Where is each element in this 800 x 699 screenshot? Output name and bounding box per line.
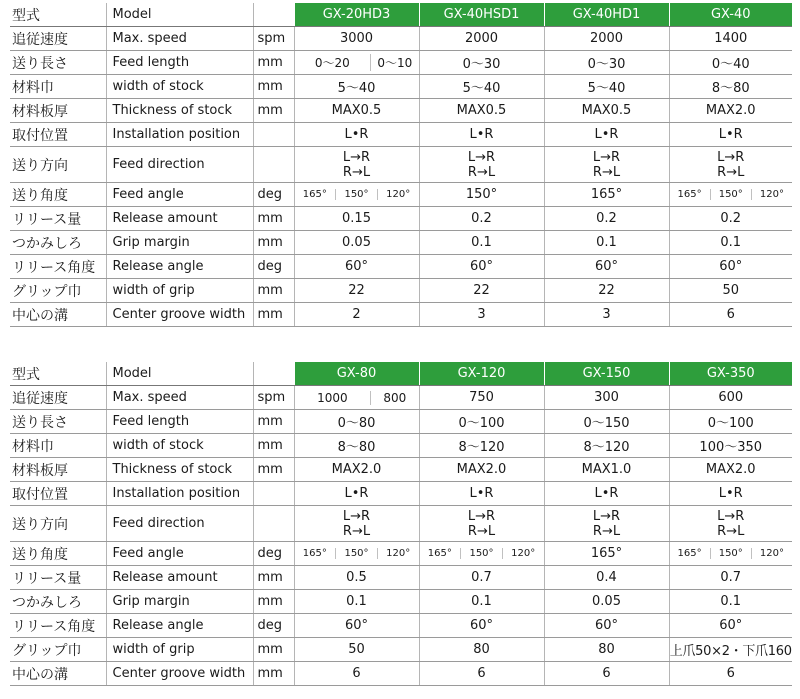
cell-value: L•R bbox=[544, 482, 669, 506]
row-label-en: Grip margin bbox=[106, 590, 253, 614]
cell-value: 6 bbox=[669, 662, 792, 686]
cell-value: L•R bbox=[544, 123, 669, 147]
row-unit: mm bbox=[253, 51, 294, 75]
cell-value: 22 bbox=[544, 279, 669, 303]
cell-value: 0.05 bbox=[544, 590, 669, 614]
cell-value: 6 bbox=[544, 662, 669, 686]
cell-value: 60° bbox=[544, 255, 669, 279]
cell-value: 150° bbox=[335, 189, 377, 200]
row-label-jp: つかみしろ bbox=[10, 590, 106, 614]
cell-value: 80 bbox=[419, 638, 544, 662]
row-label-jp: グリップ巾 bbox=[10, 638, 106, 662]
direction-lr: L→R bbox=[467, 508, 496, 524]
row-unit: mm bbox=[253, 75, 294, 99]
direction-rl: R→L bbox=[342, 164, 371, 180]
spec-table-2 bbox=[10, 362, 792, 686]
cell-value: 0.1 bbox=[419, 590, 544, 614]
model-header: GX-120 bbox=[419, 362, 544, 386]
groove-row bbox=[10, 303, 792, 327]
cell-value: 0.05 bbox=[294, 231, 419, 255]
row-unit: deg bbox=[253, 183, 294, 207]
direction-rl: R→L bbox=[592, 164, 621, 180]
row-unit: mm bbox=[253, 662, 294, 686]
split-cell bbox=[669, 183, 792, 207]
cell-value: 0.1 bbox=[294, 590, 419, 614]
cell-value: 0.1 bbox=[419, 231, 544, 255]
cell-value: 8〜80 bbox=[669, 75, 792, 99]
row-label-jp: 中心の溝 bbox=[10, 303, 106, 327]
row-label-en: Installation position bbox=[106, 123, 253, 147]
cell-value: 22 bbox=[419, 279, 544, 303]
cell-value: 2000 bbox=[419, 27, 544, 51]
split-cell bbox=[294, 386, 419, 410]
direction-lr: L→R bbox=[342, 508, 371, 524]
row-label-jp: 追従速度 bbox=[10, 386, 106, 410]
cell-value: 0〜40 bbox=[669, 51, 792, 75]
cell-value: 165° bbox=[677, 548, 702, 559]
row-label-en: Feed angle bbox=[106, 183, 253, 207]
cell-value: 3000 bbox=[294, 27, 419, 51]
row-label-en: Feed length bbox=[106, 51, 253, 75]
cell-value: 8〜120 bbox=[419, 434, 544, 458]
row-label-en: Max. speed bbox=[106, 386, 253, 410]
row-label-en: Center groove width bbox=[106, 662, 253, 686]
cell-value: L•R bbox=[669, 482, 792, 506]
row-label-en: Feed angle bbox=[106, 542, 253, 566]
cell-value: 800 bbox=[370, 391, 418, 405]
row-label-jp: リリース量 bbox=[10, 207, 106, 231]
split-cell bbox=[294, 51, 419, 75]
cell-value: 6 bbox=[294, 662, 419, 686]
split-cell bbox=[419, 542, 544, 566]
row-unit: deg bbox=[253, 614, 294, 638]
cell-value: 100〜350 bbox=[669, 434, 792, 458]
row-unit: mm bbox=[253, 303, 294, 327]
direction-row bbox=[10, 147, 792, 183]
cell-value: 5〜40 bbox=[419, 75, 544, 99]
cell-value: 0.1 bbox=[669, 231, 792, 255]
cell-value bbox=[669, 506, 792, 542]
row-label-jp: 送り方向 bbox=[10, 506, 106, 542]
cell-value: 150° bbox=[419, 183, 544, 207]
row-unit: mm bbox=[253, 99, 294, 123]
cell-value: 1400 bbox=[669, 27, 792, 51]
row-label-en: Thickness of stock bbox=[106, 458, 253, 482]
cell-value: 300 bbox=[544, 386, 669, 410]
row-label-jp: 送り角度 bbox=[10, 183, 106, 207]
model-header: GX-350 bbox=[669, 362, 792, 386]
row-label-en: Grip margin bbox=[106, 231, 253, 255]
row-label-jp: 材料板厚 bbox=[10, 99, 106, 123]
cell-value bbox=[294, 506, 419, 542]
cell-value: 60° bbox=[669, 614, 792, 638]
cell-value: 165° bbox=[302, 548, 327, 559]
model-header: GX-20HD3 bbox=[294, 3, 419, 27]
direction-rl: R→L bbox=[717, 164, 745, 180]
cell-value: 120° bbox=[377, 189, 419, 200]
cell-value: 80 bbox=[544, 638, 669, 662]
cell-value: 150° bbox=[335, 548, 377, 559]
cell-value: 0.15 bbox=[294, 207, 419, 231]
cell-value: L•R bbox=[294, 123, 419, 147]
cell-value: 8〜80 bbox=[294, 434, 419, 458]
row-unit: mm bbox=[253, 590, 294, 614]
row-unit: mm bbox=[253, 638, 294, 662]
cell-value: 60° bbox=[419, 255, 544, 279]
cell-value: 60° bbox=[419, 614, 544, 638]
cell-value bbox=[544, 506, 669, 542]
cell-value: MAX2.0 bbox=[669, 458, 792, 482]
model-label-jp: 型式 bbox=[10, 3, 106, 27]
cell-value: 0〜20 bbox=[314, 56, 350, 70]
row-label-jp: 送り長さ bbox=[10, 410, 106, 434]
cell-value: MAX1.0 bbox=[544, 458, 669, 482]
installation-row bbox=[10, 482, 792, 506]
cell-value: 165° bbox=[544, 183, 669, 207]
feed-length-row bbox=[10, 51, 792, 75]
cell-value: 0.1 bbox=[669, 590, 792, 614]
cell-value bbox=[419, 506, 544, 542]
row-label-jp: 送り角度 bbox=[10, 542, 106, 566]
release-row bbox=[10, 207, 792, 231]
cell-value: MAX2.0 bbox=[294, 458, 419, 482]
direction-rl: R→L bbox=[342, 523, 371, 539]
model-label-en: Model bbox=[106, 362, 253, 386]
cell-value: 8〜120 bbox=[544, 434, 669, 458]
row-label-jp: リリース角度 bbox=[10, 614, 106, 638]
cell-value: 0.7 bbox=[419, 566, 544, 590]
cell-value: L•R bbox=[419, 123, 544, 147]
row-label-en: Thickness of stock bbox=[106, 99, 253, 123]
row-label-en: width of stock bbox=[106, 75, 253, 99]
cell-value: 0〜100 bbox=[419, 410, 544, 434]
cell-value: L•R bbox=[669, 123, 792, 147]
row-unit: mm bbox=[253, 566, 294, 590]
cell-value: 0.2 bbox=[669, 207, 792, 231]
model-header: GX-40HSD1 bbox=[419, 3, 544, 27]
row-label-jp: 取付位置 bbox=[10, 482, 106, 506]
model-unit bbox=[253, 3, 294, 27]
cell-value: 150° bbox=[460, 548, 502, 559]
row-unit bbox=[253, 482, 294, 506]
speed-row bbox=[10, 27, 792, 51]
cell-value: 120° bbox=[751, 189, 792, 200]
direction-lr: L→R bbox=[342, 149, 371, 165]
stock-width-row bbox=[10, 434, 792, 458]
cell-value: 0.2 bbox=[544, 207, 669, 231]
row-label-jp: 送り方向 bbox=[10, 147, 106, 183]
release-angle-row bbox=[10, 255, 792, 279]
row-label-en: width of grip bbox=[106, 279, 253, 303]
direction-lr: L→R bbox=[592, 149, 621, 165]
direction-lr: L→R bbox=[467, 149, 496, 165]
cell-value: 6 bbox=[419, 662, 544, 686]
cell-value: 120° bbox=[502, 548, 544, 559]
model-row bbox=[10, 362, 792, 386]
model-header: GX-80 bbox=[294, 362, 419, 386]
cell-value: 60° bbox=[294, 255, 419, 279]
row-label-jp: つかみしろ bbox=[10, 231, 106, 255]
model-header: GX-150 bbox=[544, 362, 669, 386]
cell-value: MAX0.5 bbox=[419, 99, 544, 123]
angle-row bbox=[10, 542, 792, 566]
model-row bbox=[10, 3, 792, 27]
row-unit: deg bbox=[253, 255, 294, 279]
feed-length-row bbox=[10, 410, 792, 434]
row-unit: mm bbox=[253, 410, 294, 434]
cell-value: L•R bbox=[419, 482, 544, 506]
cell-value: 165° bbox=[302, 189, 327, 200]
model-label-en: Model bbox=[106, 3, 253, 27]
cell-value: 0〜10 bbox=[370, 54, 418, 71]
grip-width-row bbox=[10, 279, 792, 303]
model-header: GX-40 bbox=[669, 3, 792, 27]
row-label-jp: リリース角度 bbox=[10, 255, 106, 279]
cell-value: 0〜80 bbox=[294, 410, 419, 434]
row-label-en: width of stock bbox=[106, 434, 253, 458]
cell-value bbox=[419, 147, 544, 183]
cell-value: 165° bbox=[544, 542, 669, 566]
cell-value: 60° bbox=[669, 255, 792, 279]
cell-value: 120° bbox=[377, 548, 419, 559]
stock-width-row bbox=[10, 75, 792, 99]
cell-value: MAX0.5 bbox=[294, 99, 419, 123]
thickness-row bbox=[10, 458, 792, 482]
cell-value: 60° bbox=[294, 614, 419, 638]
split-cell bbox=[294, 183, 419, 207]
installation-row bbox=[10, 123, 792, 147]
row-unit bbox=[253, 123, 294, 147]
row-label-jp: 材料巾 bbox=[10, 434, 106, 458]
row-unit: spm bbox=[253, 27, 294, 51]
cell-value: 600 bbox=[669, 386, 792, 410]
row-unit bbox=[253, 506, 294, 542]
direction-lr: L→R bbox=[592, 508, 621, 524]
cell-value: 0〜100 bbox=[669, 410, 792, 434]
cell-value: 50 bbox=[669, 279, 792, 303]
cell-value: 0.1 bbox=[544, 231, 669, 255]
row-unit bbox=[253, 147, 294, 183]
cell-value bbox=[544, 147, 669, 183]
row-label-jp: 送り長さ bbox=[10, 51, 106, 75]
row-unit: mm bbox=[253, 231, 294, 255]
row-label-en: Feed direction bbox=[106, 147, 253, 183]
cell-value: MAX2.0 bbox=[419, 458, 544, 482]
split-cell bbox=[294, 542, 419, 566]
grip-margin-row bbox=[10, 231, 792, 255]
row-unit: mm bbox=[253, 434, 294, 458]
cell-value: 0.4 bbox=[544, 566, 669, 590]
cell-value: 150° bbox=[710, 548, 751, 559]
cell-value: MAX2.0 bbox=[669, 99, 792, 123]
row-label-en: Max. speed bbox=[106, 27, 253, 51]
row-label-en: width of grip bbox=[106, 638, 253, 662]
row-label-jp: 取付位置 bbox=[10, 123, 106, 147]
spec-table-1 bbox=[10, 3, 792, 327]
row-unit: deg bbox=[253, 542, 294, 566]
cell-value: 165° bbox=[677, 189, 702, 200]
release-angle-row bbox=[10, 614, 792, 638]
cell-value: MAX0.5 bbox=[544, 99, 669, 123]
row-label-en: Release angle bbox=[106, 255, 253, 279]
row-label-en: Release amount bbox=[106, 566, 253, 590]
cell-value: 0.5 bbox=[294, 566, 419, 590]
cell-value: 22 bbox=[294, 279, 419, 303]
cell-value: 2000 bbox=[544, 27, 669, 51]
angle-row bbox=[10, 183, 792, 207]
cell-value: 120° bbox=[751, 548, 792, 559]
direction-rl: R→L bbox=[717, 523, 745, 539]
thickness-row bbox=[10, 99, 792, 123]
row-label-jp: グリップ巾 bbox=[10, 279, 106, 303]
row-label-en: Feed length bbox=[106, 410, 253, 434]
cell-value: 60° bbox=[544, 614, 669, 638]
cell-value: L•R bbox=[294, 482, 419, 506]
row-label-en: Release angle bbox=[106, 614, 253, 638]
direction-lr: L→R bbox=[717, 149, 745, 165]
row-unit: mm bbox=[253, 458, 294, 482]
cell-value: 0.2 bbox=[419, 207, 544, 231]
speed-row bbox=[10, 386, 792, 410]
row-unit: spm bbox=[253, 386, 294, 410]
cell-value: 0.7 bbox=[669, 566, 792, 590]
grip-margin-row bbox=[10, 590, 792, 614]
cell-value: 165° bbox=[427, 548, 452, 559]
row-unit: mm bbox=[253, 207, 294, 231]
row-label-en: Installation position bbox=[106, 482, 253, 506]
grip-width-row bbox=[10, 638, 792, 662]
direction-rl: R→L bbox=[467, 164, 496, 180]
row-label-en: Release amount bbox=[106, 207, 253, 231]
row-label-en: Center groove width bbox=[106, 303, 253, 327]
direction-row bbox=[10, 506, 792, 542]
cell-value: 0〜30 bbox=[419, 51, 544, 75]
cell-value: 50 bbox=[294, 638, 419, 662]
cell-value: 6 bbox=[669, 303, 792, 327]
split-cell bbox=[669, 542, 792, 566]
cell-value: 0〜150 bbox=[544, 410, 669, 434]
cell-value: 5〜40 bbox=[294, 75, 419, 99]
cell-value: 1000 bbox=[317, 390, 348, 405]
direction-lr: L→R bbox=[717, 508, 745, 524]
cell-value: 3 bbox=[419, 303, 544, 327]
row-label-jp: 材料板厚 bbox=[10, 458, 106, 482]
row-label-jp: リリース量 bbox=[10, 566, 106, 590]
direction-rl: R→L bbox=[467, 523, 496, 539]
cell-value bbox=[669, 147, 792, 183]
row-unit: mm bbox=[253, 279, 294, 303]
model-header: GX-40HD1 bbox=[544, 3, 669, 27]
cell-value bbox=[294, 147, 419, 183]
row-label-en: Feed direction bbox=[106, 506, 253, 542]
release-row bbox=[10, 566, 792, 590]
cell-value: 5〜40 bbox=[544, 75, 669, 99]
model-unit bbox=[253, 362, 294, 386]
model-label-jp: 型式 bbox=[10, 362, 106, 386]
cell-value: 3 bbox=[544, 303, 669, 327]
row-label-jp: 材料巾 bbox=[10, 75, 106, 99]
groove-row bbox=[10, 662, 792, 686]
row-label-jp: 中心の溝 bbox=[10, 662, 106, 686]
direction-rl: R→L bbox=[592, 523, 621, 539]
cell-value: 上爪50×2・下爪160 bbox=[669, 638, 792, 662]
row-label-jp: 追従速度 bbox=[10, 27, 106, 51]
cell-value: 2 bbox=[294, 303, 419, 327]
cell-value: 150° bbox=[710, 189, 751, 200]
cell-value: 750 bbox=[419, 386, 544, 410]
cell-value: 0〜30 bbox=[544, 51, 669, 75]
